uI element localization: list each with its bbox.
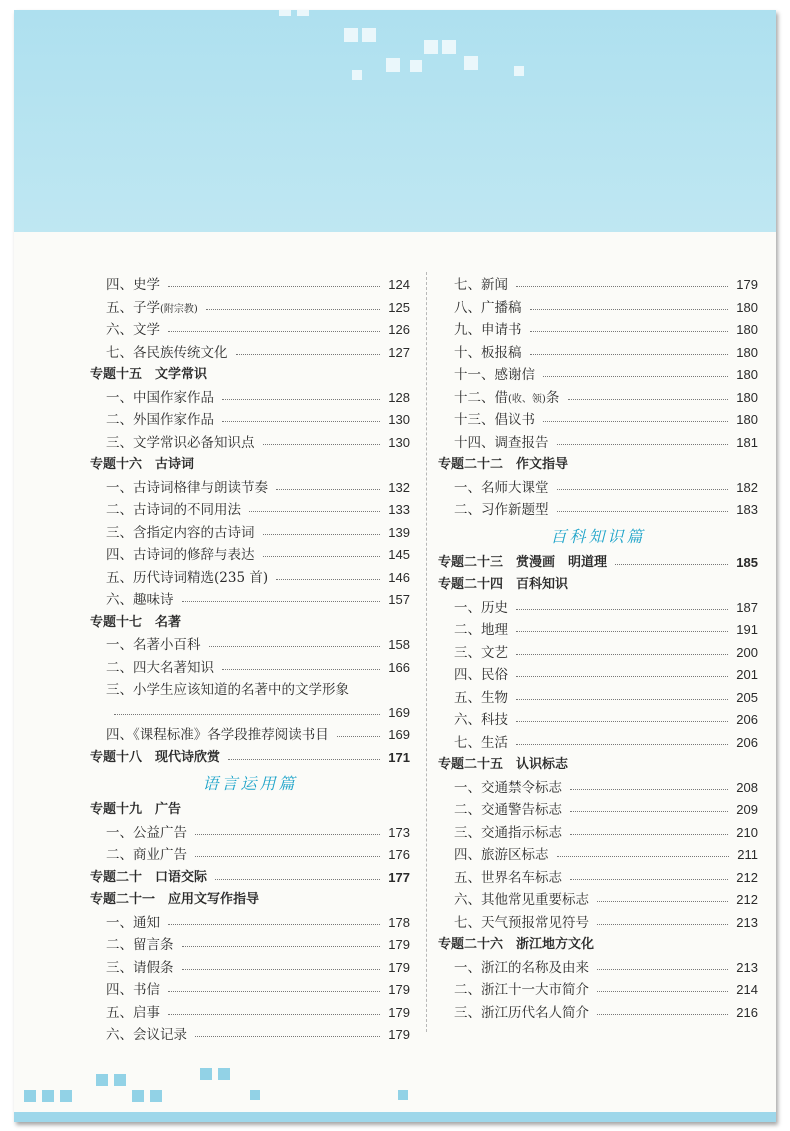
toc-page-number: 187 bbox=[736, 599, 758, 615]
toc-page-number: 179 bbox=[388, 1004, 410, 1020]
dot-leader bbox=[222, 669, 380, 670]
toc-entry[interactable] bbox=[90, 522, 410, 545]
toc-entry-title: 七、各民族传统文化 bbox=[106, 344, 228, 361]
dot-leader bbox=[236, 354, 380, 355]
dot-leader bbox=[195, 856, 380, 857]
dot-leader bbox=[516, 631, 728, 632]
toc-entry[interactable] bbox=[438, 799, 758, 822]
dot-leader bbox=[249, 511, 380, 512]
toc-entry-title: 九、申请书 bbox=[454, 322, 522, 338]
toc-entry-title: 二、古诗词的不同用法 bbox=[106, 502, 241, 518]
toc-page-number: 169 bbox=[388, 704, 410, 720]
dot-leader bbox=[530, 331, 728, 332]
toc-page-number: 166 bbox=[388, 659, 410, 675]
toc-entry[interactable] bbox=[90, 634, 410, 657]
toc-entry-title: 二、四大名著知识 bbox=[106, 659, 214, 676]
toc-topic[interactable] bbox=[438, 454, 758, 477]
dot-leader bbox=[276, 579, 380, 580]
toc-page-number: 180 bbox=[736, 367, 758, 382]
toc-entry[interactable] bbox=[90, 297, 410, 320]
toc-page-number: 145 bbox=[388, 547, 410, 562]
toc-entry[interactable] bbox=[90, 589, 410, 612]
toc-entry[interactable] bbox=[90, 912, 410, 935]
toc-entry[interactable] bbox=[438, 319, 758, 342]
toc-entry-title: 二、留言条 bbox=[106, 937, 174, 953]
toc-entry[interactable] bbox=[438, 889, 758, 912]
toc-page-number: 180 bbox=[736, 322, 758, 337]
toc-topic[interactable] bbox=[90, 364, 410, 387]
page bbox=[14, 10, 776, 1122]
toc-entry-title: 专题二十二 作文指导 bbox=[438, 457, 569, 472]
toc-page-number: 173 bbox=[388, 824, 410, 840]
toc-page-number: 126 bbox=[388, 322, 410, 337]
toc-entry[interactable] bbox=[438, 844, 758, 867]
dot-leader bbox=[615, 564, 728, 565]
dot-leader bbox=[209, 646, 380, 647]
dot-leader bbox=[206, 309, 380, 310]
toc-entry[interactable] bbox=[90, 957, 410, 980]
dot-leader bbox=[195, 1036, 380, 1037]
dot-leader bbox=[222, 399, 380, 400]
toc-entry[interactable] bbox=[438, 364, 758, 387]
toc-page-number: 216 bbox=[736, 1004, 758, 1020]
toc-entry[interactable] bbox=[438, 957, 758, 980]
toc-page-number: 158 bbox=[388, 637, 410, 652]
toc-topic[interactable] bbox=[90, 612, 410, 635]
toc-page-number: 133 bbox=[388, 502, 410, 517]
toc-entry-title: 五、启事 bbox=[106, 1004, 160, 1021]
toc-entry-title: 二、习作新题型 bbox=[454, 502, 549, 518]
toc-page-number: 180 bbox=[736, 344, 758, 360]
toc-entry-title: 专题十七 名著 bbox=[90, 614, 182, 630]
toc-entry-title: 三、小学生应该知道的名著中的文学形象 bbox=[106, 682, 349, 698]
toc-entry-title: 五、生物 bbox=[454, 689, 508, 706]
toc-left-column bbox=[90, 274, 410, 1047]
dot-leader bbox=[222, 421, 380, 422]
toc-entry[interactable] bbox=[90, 544, 410, 567]
toc-topic[interactable] bbox=[90, 867, 410, 890]
dot-leader bbox=[597, 991, 728, 992]
dot-leader bbox=[557, 856, 729, 857]
toc-page-number: 185 bbox=[736, 554, 758, 570]
toc-right-column bbox=[438, 274, 758, 1024]
toc-topic[interactable] bbox=[90, 747, 410, 770]
toc-entry-title: 十二、借 bbox=[454, 389, 508, 406]
dot-leader bbox=[516, 744, 728, 745]
toc-page-number: 206 bbox=[736, 734, 758, 750]
dot-leader bbox=[516, 676, 728, 677]
toc-entry[interactable] bbox=[90, 319, 410, 342]
toc-page-number: 213 bbox=[736, 914, 758, 930]
dot-leader bbox=[516, 721, 728, 722]
dot-leader bbox=[168, 286, 380, 287]
toc-entry-title: 十三、倡议书 bbox=[454, 412, 535, 428]
toc-entry-title: 六、科技 bbox=[454, 712, 508, 728]
toc-page-number: 179 bbox=[388, 1027, 410, 1042]
toc-entry-title: 专题十八 现代诗欣赏 bbox=[90, 749, 221, 765]
dot-leader bbox=[516, 609, 728, 610]
toc-topic[interactable] bbox=[438, 574, 758, 597]
toc-page-number: 179 bbox=[388, 959, 410, 975]
column-divider bbox=[426, 272, 427, 1032]
toc-entry-title: 三、文艺 bbox=[454, 644, 508, 661]
toc-entry-title: 一、中国作家作品 bbox=[106, 389, 214, 406]
toc-entry-title: 二、外国作家作品 bbox=[106, 412, 214, 428]
toc-entry-title: 三、交通指示标志 bbox=[454, 824, 562, 841]
toc-entry[interactable] bbox=[90, 702, 410, 725]
toc-page-number: 210 bbox=[736, 824, 758, 840]
toc-entry[interactable] bbox=[438, 432, 758, 455]
toc-page-number: 180 bbox=[736, 389, 758, 405]
toc-entry-title: 四、《课程标准》各学段推荐阅读书目 bbox=[106, 727, 329, 743]
toc-entry[interactable] bbox=[90, 342, 410, 365]
toc-entry-title: 一、名著小百科 bbox=[106, 637, 201, 653]
toc-page-number: 183 bbox=[736, 502, 758, 517]
toc-entry-title: 八、广播稿 bbox=[454, 299, 522, 316]
toc-entry-title: 专题二十六 浙江地方文化 bbox=[438, 937, 595, 952]
toc-entry-title: 三、浙江历代名人简介 bbox=[454, 1004, 589, 1021]
toc-page-number: 179 bbox=[388, 937, 410, 952]
dot-leader bbox=[568, 399, 728, 400]
dot-leader bbox=[570, 834, 728, 835]
toc-entry[interactable] bbox=[438, 597, 758, 620]
toc-topic[interactable] bbox=[90, 799, 410, 822]
toc-entry-title: 专题二十五 认识标志 bbox=[438, 757, 569, 772]
toc-entry[interactable] bbox=[90, 477, 410, 500]
dot-leader bbox=[215, 879, 380, 880]
toc-entry-title: 一、名师大课堂 bbox=[454, 479, 549, 496]
toc-topic[interactable] bbox=[438, 552, 758, 575]
toc-page-number: 182 bbox=[736, 479, 758, 495]
toc-entry-title: 七、天气预报常见符号 bbox=[454, 914, 589, 931]
toc-page-number: 180 bbox=[736, 412, 758, 427]
dot-leader bbox=[168, 331, 380, 332]
toc-page-number: 177 bbox=[388, 869, 410, 885]
toc-entry-title: 一、浙江的名称及由来 bbox=[454, 959, 589, 976]
toc-entry[interactable] bbox=[438, 867, 758, 890]
dot-leader bbox=[195, 834, 380, 835]
toc-page-number: 176 bbox=[388, 847, 410, 862]
dot-leader bbox=[530, 354, 728, 355]
toc-entry-title: 一、历史 bbox=[454, 599, 508, 616]
toc-page-number: 171 bbox=[388, 749, 410, 765]
toc-entry[interactable] bbox=[438, 387, 758, 410]
toc-entry-note: (附宗教) bbox=[160, 303, 198, 315]
toc-topic[interactable] bbox=[90, 454, 410, 477]
toc-entry-title: 十、板报稿 bbox=[454, 344, 522, 361]
toc-entry-title: 二、浙江十一大市简介 bbox=[454, 982, 589, 998]
toc-entry-title: 一、交通禁令标志 bbox=[454, 779, 562, 796]
toc-page-number: 130 bbox=[388, 434, 410, 450]
dot-leader bbox=[543, 421, 728, 422]
toc-page-number: 206 bbox=[736, 712, 758, 727]
dot-leader bbox=[276, 489, 380, 490]
dot-leader bbox=[597, 969, 728, 970]
toc-entry-title: 二、交通警告标志 bbox=[454, 802, 562, 818]
toc-entry[interactable] bbox=[438, 777, 758, 800]
dot-leader bbox=[516, 286, 728, 287]
dot-leader bbox=[597, 1014, 728, 1015]
toc-page-number: 169 bbox=[388, 727, 410, 742]
dot-leader bbox=[543, 376, 728, 377]
toc-entry-suffix: 条 bbox=[545, 389, 560, 406]
dot-leader bbox=[114, 714, 380, 715]
dot-leader bbox=[597, 924, 728, 925]
toc-entry[interactable] bbox=[90, 499, 410, 522]
toc-entry[interactable] bbox=[438, 297, 758, 320]
dot-leader bbox=[182, 969, 380, 970]
dot-leader bbox=[337, 736, 380, 737]
toc-entry-title: 四、书信 bbox=[106, 982, 160, 998]
toc-entry-title: 三、请假条 bbox=[106, 959, 174, 976]
toc-entry[interactable] bbox=[438, 274, 758, 297]
toc-entry[interactable] bbox=[438, 687, 758, 710]
toc-entry-title: 专题十六 古诗词 bbox=[90, 457, 195, 472]
toc-entry-title: 五、子学 bbox=[106, 299, 160, 316]
dot-leader bbox=[168, 924, 380, 925]
toc-page-number: 179 bbox=[388, 982, 410, 997]
toc-entry-title: 专题十九 广告 bbox=[90, 802, 182, 817]
toc-entry-title: 五、世界名车标志 bbox=[454, 869, 562, 886]
toc-page-number: 130 bbox=[388, 412, 410, 427]
toc-entry-title: 专题十五 文学常识 bbox=[90, 367, 208, 382]
dot-leader bbox=[570, 811, 728, 812]
toc-page-number: 200 bbox=[736, 644, 758, 660]
toc-entry[interactable] bbox=[438, 979, 758, 1002]
dot-leader bbox=[263, 534, 380, 535]
toc-page-number: 214 bbox=[736, 982, 758, 997]
toc-page-number: 208 bbox=[736, 779, 758, 795]
toc-entry[interactable] bbox=[90, 679, 410, 702]
section-title: 百科知识篇 bbox=[550, 526, 646, 546]
dot-leader bbox=[263, 556, 380, 557]
toc-entry-title: 专题二十三 赏漫画 明道理 bbox=[438, 554, 608, 570]
toc-entry-title: 六、其他常见重要标志 bbox=[454, 892, 589, 908]
toc-entry[interactable] bbox=[90, 979, 410, 1002]
toc-entry[interactable] bbox=[438, 342, 758, 365]
toc-entry-title: 四、民俗 bbox=[454, 667, 508, 683]
toc-topic[interactable] bbox=[438, 934, 758, 957]
toc-entry[interactable] bbox=[90, 387, 410, 410]
toc-entry[interactable] bbox=[90, 657, 410, 680]
toc-entry-title: 四、古诗词的修辞与表达 bbox=[106, 547, 255, 563]
toc-entry[interactable] bbox=[438, 409, 758, 432]
toc-entry-title: 七、生活 bbox=[454, 734, 508, 751]
toc-page-number: 146 bbox=[388, 569, 410, 585]
toc-entry-title: 十一、感谢信 bbox=[454, 367, 535, 383]
dot-leader bbox=[530, 309, 728, 310]
dot-leader bbox=[168, 1014, 380, 1015]
toc-entry[interactable] bbox=[438, 1002, 758, 1025]
toc-page-number: 125 bbox=[388, 299, 410, 315]
toc-entry[interactable] bbox=[90, 432, 410, 455]
dot-leader bbox=[557, 444, 728, 445]
toc-entry[interactable] bbox=[90, 409, 410, 432]
toc-page-number: 128 bbox=[388, 389, 410, 405]
toc-entry-title: 三、文学常识必备知识点 bbox=[106, 434, 255, 451]
toc-page-number: 139 bbox=[388, 524, 410, 540]
toc-page-number: 201 bbox=[736, 667, 758, 682]
dot-leader bbox=[182, 601, 380, 602]
toc-entry-title: 六、文学 bbox=[106, 322, 160, 338]
dot-leader bbox=[182, 946, 380, 947]
toc-entry-title: 三、含指定内容的古诗词 bbox=[106, 524, 255, 541]
toc-topic[interactable] bbox=[90, 889, 410, 912]
dot-leader bbox=[570, 789, 728, 790]
toc-entry[interactable] bbox=[90, 844, 410, 867]
toc-entry-title: 六、趣味诗 bbox=[106, 592, 174, 608]
toc-entry-title: 二、商业广告 bbox=[106, 847, 187, 863]
toc-topic[interactable] bbox=[438, 754, 758, 777]
toc-entry[interactable] bbox=[90, 724, 410, 747]
toc-entry[interactable] bbox=[438, 732, 758, 755]
toc-page-number: 209 bbox=[736, 802, 758, 817]
toc-page-number: 179 bbox=[736, 277, 758, 292]
toc-entry-title: 六、会议记录 bbox=[106, 1027, 187, 1043]
toc-entry-title: 七、新闻 bbox=[454, 277, 508, 293]
toc-entry[interactable] bbox=[90, 274, 410, 297]
toc-entry[interactable] bbox=[438, 619, 758, 642]
dot-leader bbox=[570, 879, 728, 880]
toc-page-number: 181 bbox=[736, 434, 758, 450]
dot-leader bbox=[557, 489, 728, 490]
dot-leader bbox=[168, 991, 380, 992]
toc-entry-title: 二、地理 bbox=[454, 622, 508, 638]
toc-entry[interactable] bbox=[90, 1002, 410, 1025]
toc-entry[interactable] bbox=[438, 477, 758, 500]
dot-leader bbox=[228, 759, 380, 760]
toc-entry-title: 四、旅游区标志 bbox=[454, 847, 549, 863]
toc-entry[interactable] bbox=[90, 934, 410, 957]
toc-entry[interactable] bbox=[438, 709, 758, 732]
toc-page-number: 191 bbox=[736, 622, 758, 637]
header-banner bbox=[14, 10, 776, 232]
toc-entry[interactable] bbox=[438, 664, 758, 687]
toc-entry[interactable] bbox=[438, 912, 758, 935]
toc-page-number: 127 bbox=[388, 344, 410, 360]
toc-entry-title: 专题二十一 应用文写作指导 bbox=[90, 892, 260, 907]
toc-entry-title: 一、公益广告 bbox=[106, 824, 187, 841]
toc-page-number: 213 bbox=[736, 959, 758, 975]
toc-page-number: 178 bbox=[388, 914, 410, 930]
toc-page-number: 124 bbox=[388, 277, 410, 292]
toc-entry[interactable] bbox=[438, 642, 758, 665]
toc-entry-note: (收、领) bbox=[508, 393, 546, 405]
dot-leader bbox=[597, 901, 728, 902]
toc-page-number: 157 bbox=[388, 592, 410, 607]
toc-entry-title: 十四、调查报告 bbox=[454, 434, 549, 451]
toc-entry[interactable] bbox=[90, 1024, 410, 1047]
toc-entry-title: 专题二十 口语交际 bbox=[90, 869, 208, 885]
toc-page-number: 212 bbox=[736, 892, 758, 907]
toc-entry-title: 四、史学 bbox=[106, 277, 160, 293]
toc-page-number: 180 bbox=[736, 299, 758, 315]
section-title: 语言运用篇 bbox=[202, 774, 298, 793]
toc-entry-title: 专题二十四 百科知识 bbox=[438, 577, 569, 592]
dot-leader bbox=[557, 511, 728, 512]
toc-page-number: 132 bbox=[388, 479, 410, 495]
toc-entry[interactable] bbox=[90, 567, 410, 590]
toc-entry-title: 一、通知 bbox=[106, 914, 160, 931]
toc-page-number: 205 bbox=[736, 689, 758, 705]
dot-leader bbox=[263, 444, 380, 445]
toc-entry[interactable] bbox=[438, 822, 758, 845]
toc-entry-title: 五、历代诗词精选(235 首) bbox=[106, 569, 269, 586]
toc-entry-title: 一、古诗词格律与朗读节奏 bbox=[106, 479, 268, 496]
dot-leader bbox=[516, 699, 728, 700]
toc-entry[interactable] bbox=[438, 499, 758, 522]
toc-entry[interactable] bbox=[90, 822, 410, 845]
footer-strip bbox=[14, 1112, 776, 1122]
toc-page-number: 211 bbox=[737, 847, 758, 862]
toc-page-number: 212 bbox=[736, 869, 758, 885]
dot-leader bbox=[516, 654, 728, 655]
